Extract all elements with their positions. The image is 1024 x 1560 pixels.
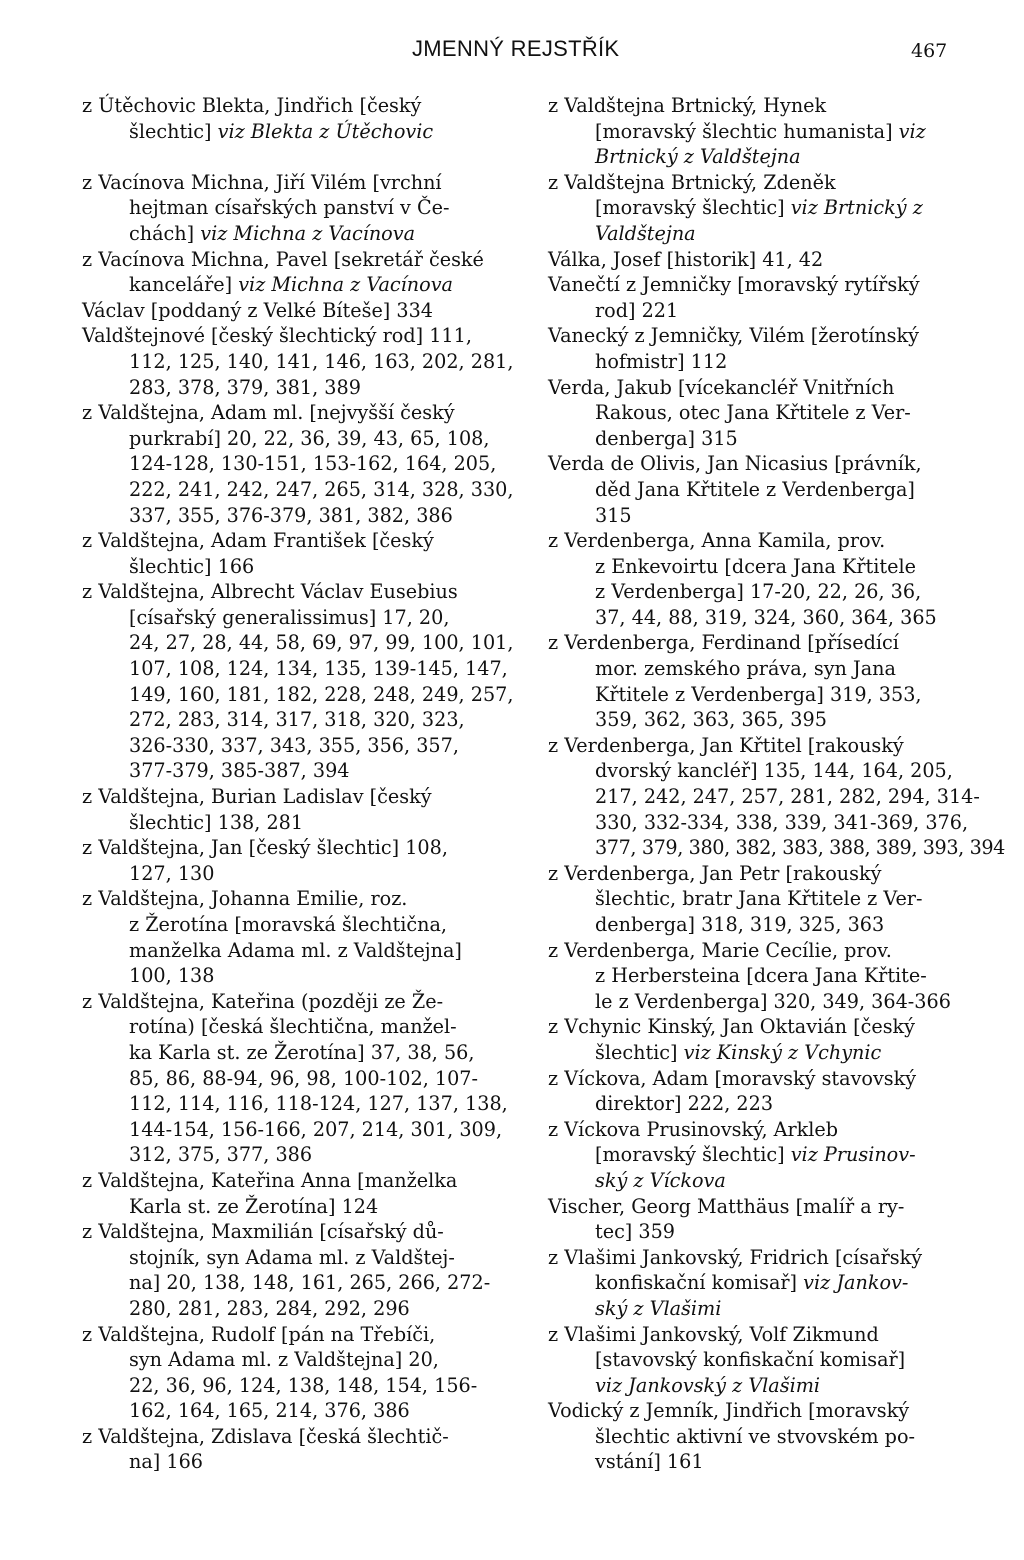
index-entry-line: 377-379, 385-387, 394	[129, 759, 350, 783]
index-entry-line: dvorský kancléř] 135, 144, 164, 205,	[595, 759, 953, 783]
index-entry-line: z Verdenberga, Ferdinand [přísedící	[548, 631, 899, 655]
index-entry-line: šlechtic aktivní ve stvovském po-	[595, 1424, 916, 1448]
index-entry-line: ský z Vlašimi	[595, 1296, 722, 1320]
index-entry-line: z Vacínova Michna, Pavel [sekretář české	[82, 247, 484, 271]
index-entry	[82, 886, 512, 988]
index-entry-line: ka Karla st. ze Žerotína] 37, 38, 56,	[129, 1040, 475, 1064]
index-entry	[82, 93, 512, 144]
index-entry-line: šlechtic] 166	[129, 554, 255, 578]
index-entry-line: mor. zemského práva, syn Jana	[595, 657, 896, 681]
index-entry-line: 85, 86, 88-94, 96, 98, 100-102, 107-	[129, 1066, 479, 1090]
index-entry	[548, 247, 978, 273]
index-entry-line: šlechtic] 138, 281	[129, 810, 304, 834]
index-entry-line: 22, 36, 96, 124, 138, 148, 154, 156-	[129, 1373, 478, 1397]
index-entry	[82, 1168, 512, 1219]
index-entry-line: z Herbersteina [dcera Jana Křtite-	[595, 964, 927, 988]
index-entry	[548, 323, 978, 374]
index-entry-line: rod] 221	[595, 298, 679, 322]
index-entry-line: Vischer, Georg Matthäus [malíř a ry-	[548, 1194, 905, 1218]
index-entry-line: 112, 114, 116, 118-124, 127, 137, 138,	[129, 1092, 508, 1116]
index-entry-line: vstání] 161	[595, 1450, 704, 1474]
index-entry-line: hofmistr] 112	[595, 349, 728, 373]
index-entry-line: z Útěchovic Blekta, Jindřich [český	[82, 94, 422, 117]
index-entry-line: 217, 242, 247, 257, 281, 282, 294, 314-	[595, 785, 980, 809]
index-entry-line: z Vchynic Kinský, Jan Oktavián [český	[548, 1015, 916, 1039]
index-entry-line: 124-128, 130-151, 153-162, 164, 205,	[129, 452, 497, 476]
index-entry-line: z Valdštejna, Johanna Emilie, roz.	[82, 887, 408, 911]
index-entry-line: 37, 44, 88, 319, 324, 360, 364, 365	[595, 605, 937, 629]
index-entry-line: Brtnický z Valdštejna	[595, 145, 801, 169]
index-entry	[82, 170, 512, 247]
index-entry-line: [moravský šlechtic] viz Prusinov-	[595, 1143, 916, 1167]
index-entry-line: z Valdštejna Brtnický, Zdeněk	[548, 170, 836, 194]
index-entry	[82, 989, 512, 1168]
index-entry-line: Verda de Olivis, Jan Nicasius [právník,	[548, 452, 922, 476]
index-entry-line: 283, 378, 379, 381, 389	[129, 375, 361, 399]
index-entry-line: denberga] 318, 319, 325, 363	[595, 913, 885, 936]
index-entry-line: Verda, Jakub [vícekancléř Vnitřních	[548, 375, 895, 399]
index-entry-line: z Valdštejna, Kateřina Anna [manželka	[82, 1168, 458, 1192]
index-entry-line: Karla st. ze Žerotína] 124	[129, 1194, 379, 1218]
index-entry-line: stojník, syn Adama ml. z Valdštej-	[129, 1245, 455, 1269]
index-entry-line: purkrabí] 20, 22, 36, 39, 43, 65, 108,	[129, 426, 490, 450]
index-entry	[82, 400, 512, 528]
index-entry	[82, 323, 512, 400]
index-entry	[82, 579, 512, 784]
index-entry-line: konfiskační komisař] viz Jankov-	[595, 1271, 909, 1295]
index-entry	[548, 1194, 978, 1245]
index-entry-line: z Valdštejna, Jan [český šlechtic] 108,	[82, 836, 448, 860]
index-entry	[548, 1322, 978, 1399]
index-entry	[548, 1398, 978, 1475]
index-entry-line: syn Adama ml. z Valdštejna] 20,	[129, 1348, 439, 1372]
index-entry-line: z Vlašimi Jankovský, Fridrich [císařský	[548, 1245, 923, 1269]
index-entry	[548, 861, 978, 938]
index-entry-line: děd Jana Křtitele z Verdenberga]	[595, 477, 915, 501]
index-entry-line: 107, 108, 124, 134, 135, 139-145, 147,	[129, 657, 508, 681]
index-entry-line: Valdštejnové [český šlechtický rod] 111,	[82, 324, 472, 348]
index-entry-line: z Valdštejna, Adam ml. [nejvyšší český	[82, 401, 455, 425]
index-entry-line: z Verdenberga, Jan Petr [rakouský	[548, 861, 882, 885]
index-entry-line: z Žerotína [moravská šlechtična,	[129, 913, 447, 936]
index-entry-line: 112, 125, 140, 141, 146, 163, 202, 281,	[129, 349, 514, 373]
index-entry-line: z Valdštejna, Adam František [český	[82, 529, 434, 553]
index-entry-line: na] 166	[129, 1450, 204, 1474]
index-entry-line: z Valdštejna, Rudolf [pán na Třebíči,	[82, 1322, 436, 1346]
index-entry-line: šlechtic] viz Kinský z Vchynic	[595, 1040, 882, 1064]
index-entry-line: 100, 138	[129, 964, 215, 988]
index-entry-line: šlechtic, bratr Jana Křtitele z Ver-	[595, 887, 923, 911]
index-entry	[82, 1322, 512, 1424]
index-entry	[548, 1066, 978, 1117]
index-entry	[548, 375, 978, 452]
page-header	[0, 36, 1024, 66]
index-entry-line: z Verdenberga] 17-20, 22, 26, 36,	[595, 580, 922, 604]
index-entry-line: kanceláře] viz Michna z Vacínova	[129, 273, 453, 297]
index-column-right	[548, 93, 1005, 1475]
index-entry	[82, 298, 512, 324]
index-entry-line: 222, 241, 242, 247, 265, 314, 328, 330,	[129, 477, 514, 501]
index-entry-line: z Valdštejna, Albrecht Václav Eusebius	[82, 580, 458, 604]
index-entry-line: 315	[595, 503, 632, 527]
page-number: 467	[911, 40, 948, 62]
index-entry-line: z Valdštejna Brtnický, Hynek	[548, 94, 827, 117]
index-entry-line: Vanecký z Jemničky, Vilém [žerotínský	[548, 324, 919, 348]
index-entry	[548, 733, 1005, 861]
index-entry-line: z Valdštejna, Kateřina (později ze Že-	[82, 989, 444, 1013]
index-entry	[548, 630, 978, 732]
index-entry	[82, 247, 512, 298]
index-entry-line: z Valdštejna, Zdislava [česká šlechtič-	[82, 1424, 449, 1448]
index-entry	[82, 784, 512, 835]
index-entry	[548, 1117, 978, 1194]
index-entry-line: na] 20, 138, 148, 161, 265, 266, 272-	[129, 1271, 491, 1295]
index-entry-line: denberga] 315	[595, 426, 738, 450]
index-entry-line: šlechtic] viz Blekta z Útěchovic	[129, 119, 434, 143]
index-entry-line: [císařský generalissimus] 17, 20,	[129, 605, 450, 629]
index-entry	[82, 1219, 512, 1321]
index-entry-line: chách] viz Michna z Vacínova	[129, 221, 416, 245]
index-entry-line: z Víckova, Adam [moravský stavovský	[548, 1066, 917, 1090]
index-entry-line: 312, 375, 377, 386	[129, 1143, 313, 1167]
index-entry	[548, 1245, 978, 1322]
index-entry-line: z Valdštejna, Maxmilián [císařský dů-	[82, 1220, 444, 1244]
index-entry-line: z Vacínova Michna, Jiří Vilém [vrchní	[82, 170, 442, 194]
index-entry-line: [moravský šlechtic] viz Brtnický z	[595, 196, 923, 220]
index-entry-line: 162, 164, 165, 214, 376, 386	[129, 1399, 410, 1423]
index-entry	[548, 1014, 978, 1065]
index-entry-line: Válka, Josef [historik] 41, 42	[548, 247, 824, 271]
index-entry	[548, 451, 978, 528]
index-entry	[548, 170, 978, 247]
index-entry-line: 359, 362, 363, 365, 395	[595, 708, 827, 732]
index-entry	[548, 272, 978, 323]
index-entry-line: le z Verdenberga] 320, 349, 364-366	[595, 989, 951, 1013]
index-entry-line: 144-154, 156-166, 207, 214, 301, 309,	[129, 1117, 503, 1141]
index-entry-line: viz Jankovský z Vlašimi	[595, 1373, 821, 1397]
index-entry-line: Křtitele z Verdenberga] 319, 353,	[595, 682, 922, 706]
index-entry-line: 337, 355, 376-379, 381, 382, 386	[129, 503, 453, 527]
index-entry-line: 24, 27, 28, 44, 58, 69, 97, 99, 100, 101,	[129, 631, 514, 655]
index-entry-line: 330, 332-334, 338, 339, 341-369, 376,	[595, 810, 969, 834]
index-entry	[548, 528, 978, 630]
index-entry-line: direktor] 222, 223	[595, 1092, 774, 1116]
index-entry-line: 377, 379, 380, 382, 383, 388, 389, 393, 394	[595, 836, 1005, 860]
index-entry-line: z Valdštejna, Burian Ladislav [český	[82, 785, 432, 809]
index-entry-line: z Enkevoirtu [dcera Jana Křtitele	[595, 554, 916, 578]
index-entry-line: Václav [poddaný z Velké Bíteše] 334	[82, 298, 434, 322]
index-entry-line: z Vlašimi Jankovský, Volf Zikmund	[548, 1322, 879, 1346]
index-entry-line: 326-330, 337, 343, 355, 356, 357,	[129, 733, 459, 757]
index-entry	[548, 938, 978, 1015]
index-entry-line: z Verdenberga, Anna Kamila, prov.	[548, 529, 886, 553]
index-entry-line: [moravský šlechtic humanista] viz	[595, 119, 926, 143]
index-entry-line: tec] 359	[595, 1220, 676, 1244]
spacer	[82, 144, 512, 170]
index-entry-line: [stavovský konfiskační komisař]	[595, 1348, 906, 1372]
index-entry-line: z Verdenberga, Marie Cecílie, prov.	[548, 938, 892, 962]
index-entry-line: Vodický z Jemník, Jindřich [moravský	[548, 1399, 910, 1423]
index-entry-line: hejtman císařských panství v Če-	[129, 196, 450, 220]
index-entry	[82, 835, 512, 886]
index-entry	[82, 528, 512, 579]
index-column-left	[82, 93, 512, 1475]
index-entry-line: Vanečtí z Jemničky [moravský rytířský	[548, 273, 920, 297]
index-entry-line: 127, 130	[129, 861, 215, 885]
index-entry-line: rotína) [česká šlechtična, manžel-	[129, 1015, 457, 1039]
index-entry-line: z Verdenberga, Jan Křtitel [rakouský	[548, 733, 904, 757]
index-entry-line: Valdštejna	[595, 221, 696, 245]
index-entry-line: z Víckova Prusinovský, Arkleb	[548, 1117, 839, 1141]
index-entry	[548, 93, 978, 170]
running-title: JMENNÝ REJSTŘÍK	[412, 36, 620, 61]
index-entry-line: 272, 283, 314, 317, 318, 320, 323,	[129, 708, 465, 732]
index-entry-line: 149, 160, 181, 182, 228, 248, 249, 257,	[129, 682, 514, 706]
index-entry-line: 280, 281, 283, 284, 292, 296	[129, 1296, 410, 1320]
index-entry-line: ský z Víckova	[595, 1168, 726, 1192]
index-entry-line: manželka Adama ml. z Valdštejna]	[129, 938, 462, 962]
index-entry	[82, 1424, 512, 1475]
index-entry-line: Rakous, otec Jana Křtitele z Ver-	[595, 401, 911, 425]
